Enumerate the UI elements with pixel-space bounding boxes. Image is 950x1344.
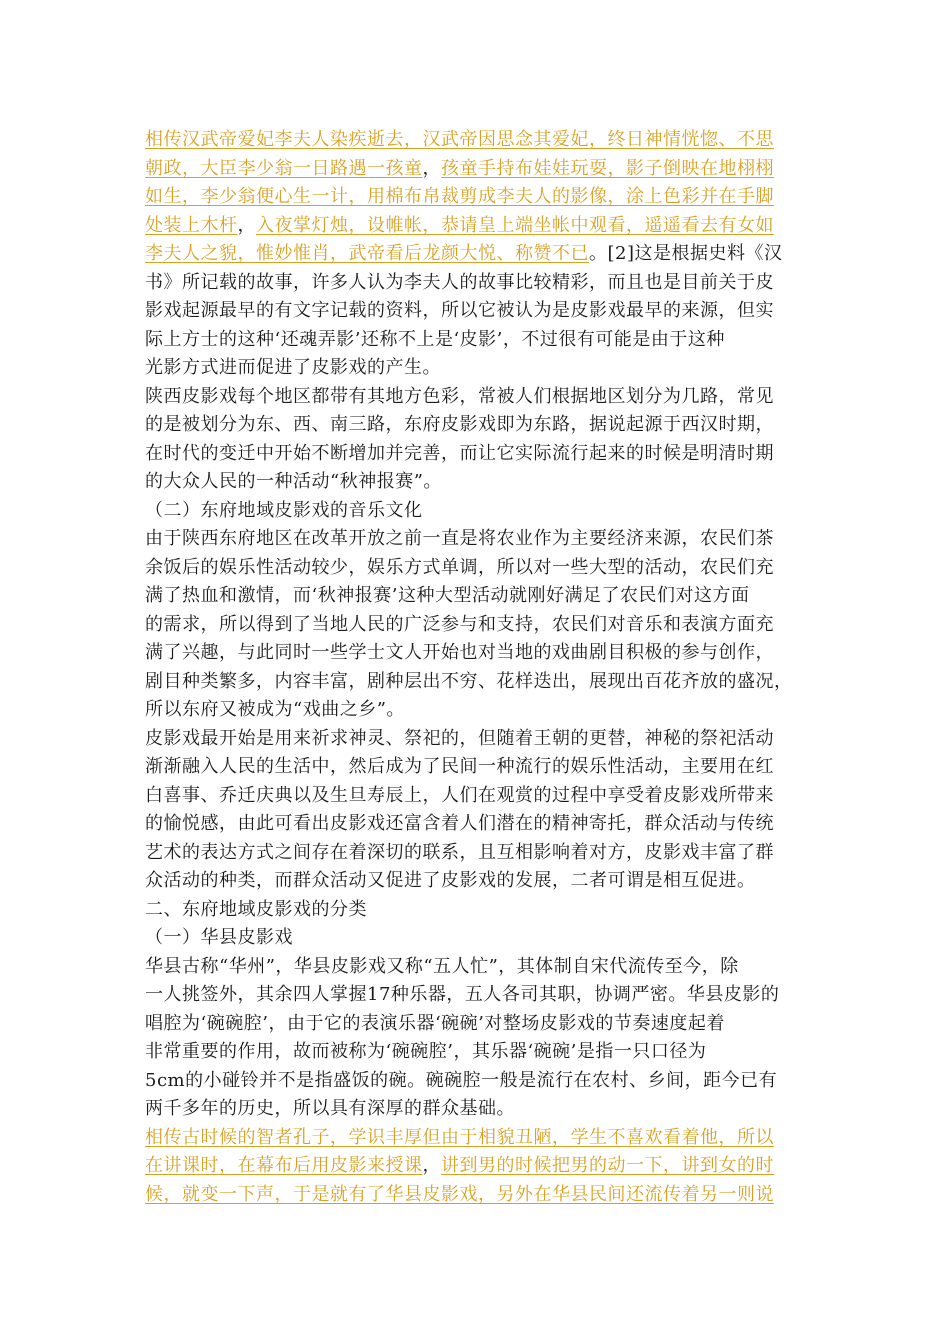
text-line	[145, 639, 815, 668]
text-line	[145, 297, 815, 326]
text-segment: 渐渐融入人民的生活中，然后成为了民间一种流行的娱乐性活动，主要用在红	[145, 756, 774, 777]
text-line	[145, 924, 815, 953]
text-segment: 华县古称“华州”，华县皮影戏又称“五人忙”，其体制自宋代流传至今，除	[145, 955, 739, 977]
text-segment: 的大众人民的一种活动“秋神报赛”。	[145, 471, 442, 492]
text-line	[145, 240, 815, 269]
text-line	[145, 782, 815, 811]
text-segment: 的是被划分为东、西、南三路，东府皮影戏即为东路，据说起源于西汉时期，	[145, 414, 774, 435]
text-segment: 际上方士的这种‘还魂弄影’还称不上是‘皮影’，不过很有可能是由于这种	[145, 328, 725, 350]
text-segment: 光影方式进而促进了皮影戏的产生。	[145, 357, 441, 378]
text-line	[145, 440, 815, 469]
text-line	[145, 1124, 815, 1153]
text-line	[145, 1095, 815, 1124]
highlighted-text-segment: 朝政，大臣李少翁一日路遇一孩童	[145, 157, 423, 179]
text-segment: ，	[422, 1155, 441, 1176]
text-segment: 余饭后的娱乐性活动较少，娱乐方式单调，所以对一些大型的活动，农民们充	[145, 556, 774, 578]
text-segment: ，	[422, 157, 441, 179]
text-line	[145, 212, 815, 241]
text-line	[145, 696, 815, 725]
text-segment: 非常重要的作用，故而被称为‘碗碗腔’，其乐器‘碗碗’是指一只口径为	[145, 1041, 707, 1062]
text-line	[145, 1038, 815, 1067]
text-line	[145, 1010, 815, 1039]
text-segment: （一）华县皮影戏	[145, 927, 293, 948]
text-segment: 。[2]这是根据史料《汉	[589, 243, 783, 264]
text-line	[145, 554, 815, 583]
text-segment: 唱腔为‘碗碗腔’，由于它的表演乐器‘碗碗’对整场皮影戏的节奏速度起着	[145, 1012, 725, 1034]
text-line	[145, 354, 815, 383]
text-segment: 由于陕西东府地区在改革开放之前一直是将农业作为主要经济来源，农民们茶	[145, 528, 774, 549]
highlighted-text-segment: 孩童手持布娃娃玩耍，影子倒映在地栩栩	[441, 157, 774, 179]
text-line	[145, 1152, 815, 1181]
text-segment: 满了热血和激情，而‘秋神报赛’这种大型活动就刚好满足了农民们对这方面	[145, 585, 750, 606]
text-line	[145, 611, 815, 640]
text-line	[145, 810, 815, 839]
text-line	[145, 126, 815, 155]
highlighted-text-segment: 如生，李少翁便心生一计，用棉布帛裁剪成李夫人的影像，涂上色彩并在手脚	[145, 186, 774, 207]
highlighted-text-segment: 候，就变一下声，于是就有了华县皮影戏，另外在华县民间还流传着另一则说	[145, 1183, 774, 1205]
highlighted-text-segment: 相传古时候的智者孔子，学识丰厚但由于相貌丑陋，学生不喜欢看着他，所以	[145, 1126, 774, 1148]
text-line	[145, 468, 815, 497]
text-segment: 书》所记载的故事，许多人认为李夫人的故事比较精彩，而且也是目前关于皮	[145, 271, 774, 293]
text-line	[145, 981, 815, 1010]
text-segment: （二）东府地域皮影戏的音乐文化	[145, 499, 423, 521]
text-line	[145, 753, 815, 782]
text-segment: 的愉悦感，由此可看出皮影戏还富含着人们潜在的精神寄托，群众活动与传统	[145, 813, 774, 834]
text-segment: 所以东府又被成为“戏曲之乡”。	[145, 699, 405, 720]
text-line	[145, 839, 815, 868]
text-line	[145, 269, 815, 298]
highlighted-text-segment: 处装上木杆	[145, 214, 238, 236]
text-segment: 皮影戏最开始是用来祈求神灵、祭祀的，但随着王朝的更替，神秘的祭祀活动	[145, 727, 774, 749]
text-line	[145, 183, 815, 212]
text-line	[145, 525, 815, 554]
highlighted-text-segment: 李夫人之貌，惟妙惟肖，武帝看后龙颜大悦、称赞不已	[145, 243, 589, 264]
text-segment: 众活动的种类，而群众活动又促进了皮影戏的发展，二者可谓是相互促进。	[145, 870, 756, 891]
highlighted-text-segment: 在讲课时，在幕布后用皮影来授课	[145, 1155, 423, 1176]
text-segment: 影戏起源最早的有文字记载的资料，所以它被认为是皮影戏最早的来源，但实	[145, 300, 774, 321]
text-line	[145, 1067, 815, 1096]
document-body	[145, 126, 815, 1209]
highlighted-text-segment: 相传汉武帝爱妃李夫人染疾逝去，汉武帝因思念其爱妃，终日神情恍惚、不思	[145, 129, 774, 150]
highlighted-text-segment: 入夜掌灯烛，设帷帐，恭请皇上端坐帐中观看，遥遥看去有女如	[256, 214, 774, 236]
text-line	[145, 497, 815, 526]
text-segment: 二、东府地域皮影戏的分类	[145, 898, 367, 920]
text-segment: 的需求，所以得到了当地人民的广泛参与和支持，农民们对音乐和表演方面充	[145, 613, 774, 635]
text-line	[145, 155, 815, 184]
text-line	[145, 867, 815, 896]
text-segment: 一人挑签外，其余四人掌握17种乐器，五人各司其职，协调严密。华县皮影的	[145, 984, 780, 1005]
text-line	[145, 1181, 815, 1210]
text-segment: 艺术的表达方式之间存在着深切的联系，且互相影响着对方，皮影戏丰富了群	[145, 841, 774, 863]
text-segment: 5cm的小碰铃并不是指盛饭的碗。碗碗腔一般是流行在农村、乡间，距今已有	[145, 1069, 778, 1091]
text-line	[145, 953, 815, 982]
text-line	[145, 411, 815, 440]
text-line	[145, 582, 815, 611]
text-line	[145, 326, 815, 355]
text-line	[145, 383, 815, 412]
text-segment: 两千多年的历史，所以具有深厚的群众基础。	[145, 1098, 515, 1119]
text-segment: ，	[237, 214, 256, 236]
text-line	[145, 725, 815, 754]
highlighted-text-segment: 讲到男的时候把男的动一下，讲到女的时	[441, 1155, 774, 1176]
text-line	[145, 668, 815, 697]
text-segment: 在时代的变迁中开始不断增加并完善，而让它实际流行起来的时候是明清时期	[145, 442, 774, 464]
text-segment: 满了兴趣，与此同时一些学士文人开始也对当地的戏曲剧目积极的参与创作，	[145, 642, 774, 663]
text-segment: 白喜事、乔迁庆典以及生旦寿辰上，人们在观赏的过程中享受着皮影戏所带来	[145, 784, 774, 806]
text-line	[145, 896, 815, 925]
text-segment: 剧目种类繁多，内容丰富，剧种层出不穷、花样迭出，展现出百花齐放的盛况，	[145, 670, 793, 692]
text-segment: 陕西皮影戏每个地区都带有其地方色彩，常被人们根据地区划分为几路，常见	[145, 385, 774, 407]
